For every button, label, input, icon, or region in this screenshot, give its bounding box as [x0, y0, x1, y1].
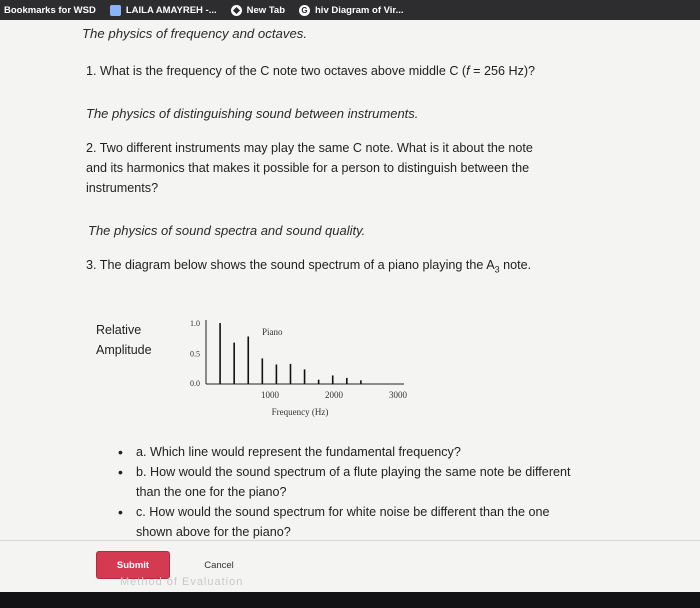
- x-tick-label: 1000: [261, 390, 279, 400]
- bookmarks-bar: [0, 0, 700, 20]
- sub-question-b-line-1: b. How would the sound spectrum of a flute playing the same note be different: [136, 465, 571, 479]
- sub-question-b: [118, 462, 638, 502]
- compass-icon: [231, 5, 242, 16]
- frequency-heading: The physics of frequency and octaves.: [82, 26, 308, 41]
- chart-title: Piano: [262, 327, 283, 337]
- question-2-line-2: and its harmonics that makes it possible for a person to distinguish between the: [86, 161, 530, 175]
- sub-question-a-line-1: a. Which line would represent the fundamental frequency?: [136, 445, 461, 459]
- piano-spectrum-svg: [88, 312, 428, 432]
- google-icon: G: [299, 5, 310, 16]
- question-1-variable: f: [466, 64, 470, 78]
- question-3-subscript: 3: [494, 264, 500, 275]
- question-1-tail: = 256 Hz)?: [469, 64, 536, 78]
- y-tick-label: 0.5: [190, 349, 200, 359]
- bookmark-new-tab[interactable]: [231, 5, 285, 16]
- bookmark-label: LAILA AMAYREH -...: [125, 4, 217, 16]
- assignment-content: [0, 20, 700, 592]
- folder-icon: [110, 5, 121, 16]
- sub-question-a: [118, 442, 638, 462]
- question-2-line-3: instruments?: [86, 181, 159, 195]
- bookmark-wsd[interactable]: [4, 5, 96, 16]
- submit-button[interactable]: Submit: [96, 551, 170, 579]
- faded-evaluation-label: Method of Evaluation: [120, 576, 244, 588]
- bookmark-laila[interactable]: [110, 5, 217, 16]
- x-tick-label: 3000: [389, 390, 407, 400]
- divider: [0, 540, 700, 541]
- x-tick-label: 2000: [325, 390, 343, 400]
- chart-ylabel-line-2: Amplitude: [96, 343, 152, 357]
- cancel-button[interactable]: Cancel: [176, 551, 262, 579]
- question-3-text: 3. The diagram below shows the sound spectrum of a piano playing the A: [86, 258, 495, 272]
- y-tick-label: 0.0: [190, 379, 200, 388]
- question-3: [86, 258, 531, 275]
- sub-question-b-line-2: than the one for the piano?: [136, 485, 287, 499]
- chart-xlabel: Frequency (Hz): [271, 407, 329, 417]
- sub-question-c-line-2: shown above for the piano?: [136, 525, 291, 539]
- bottom-bar: [0, 592, 700, 608]
- sub-question-list: [118, 442, 638, 542]
- question-1: [86, 64, 535, 78]
- bookmark-hiv-diagram[interactable]: [299, 5, 404, 16]
- sub-question-c: [118, 502, 638, 542]
- spectra-heading: The physics of sound spectra and sound quality.: [88, 223, 366, 238]
- y-tick-label: 1.0: [190, 319, 200, 329]
- piano-spectrum-chart: [88, 312, 428, 432]
- sub-question-c-line-1: c. How would the sound spectrum for white noise be different than the one: [136, 505, 550, 519]
- bookmark-label: hiv Diagram of Vir...: [315, 4, 404, 16]
- distinguishing-heading: The physics of distinguishing sound between instruments.: [86, 106, 419, 121]
- bookmark-label: Bookmarks for WSD: [4, 4, 96, 16]
- question-1-text: 1. What is the frequency of the C note two octaves above middle C (: [86, 64, 467, 78]
- bookmark-label: New Tab: [246, 4, 285, 16]
- question-3-tail: note.: [499, 258, 532, 272]
- chart-ylabel-line-1: Relative: [96, 323, 142, 337]
- question-2-line-1: 2. Two different instruments may play the same C note. What is it about the note: [86, 141, 533, 155]
